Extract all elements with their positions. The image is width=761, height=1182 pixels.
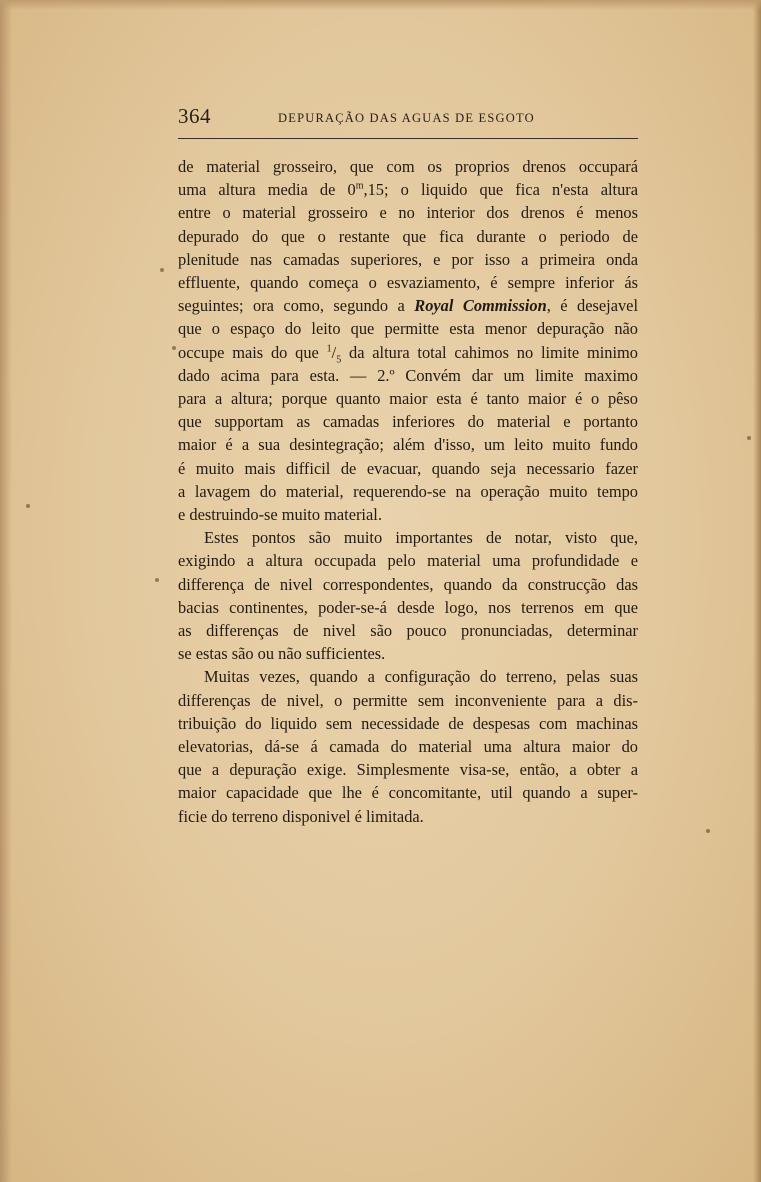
running-title: DEPURAÇÃO DAS AGUAS DE ESGOTO: [278, 111, 535, 125]
text-line: que supportam as camadas inferiores do material e portanto: [178, 412, 638, 432]
text-line: differenças de nivel, o permitte sem inconveniente para a dis-: [178, 690, 638, 710]
text-line: Muitas vezes, quando a configuração do terreno, pelas suas: [204, 667, 638, 687]
page-edge-top: [0, 0, 761, 10]
text-line: as differenças de nivel são pouco pronunciadas, determinar: [178, 621, 638, 641]
text-line: dado acima para esta. — 2.º Convém dar um limite maximo: [178, 365, 638, 385]
text-line: e destruindo-se muito material.: [178, 505, 382, 525]
text-line: maior capacidade que lhe é concomitante, util quando a super-: [178, 783, 638, 803]
text-line: elevatorias, dá-se á camada do material uma altura maior do: [178, 737, 638, 757]
text-line: de material grosseiro, que com os proprios drenos occupará: [178, 157, 638, 176]
text-line: seguintes; ora como, segundo a Royal Commission, é desejavel: [178, 296, 638, 316]
text-line: é muito mais difficil de evacuar, quando seja necessario fazer: [178, 458, 638, 478]
page-edge-left: [0, 0, 12, 1182]
paragraph-3: [178, 665, 638, 827]
header-rule: [178, 138, 638, 139]
paper-speck: [747, 436, 751, 440]
paper-speck: [155, 578, 159, 582]
paper-speck: [172, 346, 176, 350]
page-edge-right: [753, 0, 761, 1182]
text-line: exigindo a altura occupada pelo material uma profundidade e: [178, 551, 638, 571]
text-line: entre o material grosseiro e no interior dos drenos é menos: [178, 203, 638, 223]
paragraph-2: [178, 526, 638, 665]
text-line: a lavagem do material, requerendo-se na operação muito tempo: [178, 481, 638, 501]
body-text: [178, 155, 638, 828]
text-line: occupe mais do que $^1/_5$ da altura total cahimos no limite minimo: [178, 342, 638, 365]
paper-speck: [706, 829, 710, 833]
text-line: differença de nivel correspondentes, quando da construcção das: [178, 574, 638, 594]
text-line: que o espaço do leito que permitte esta menor depuração não: [178, 319, 638, 339]
paragraph-1: [178, 155, 638, 526]
text-line: effluente, quando começa o esvaziamento, é sempre inferior ás: [178, 273, 638, 293]
text-line: plenitude nas camadas superiores, e por isso a primeira onda: [178, 249, 638, 269]
text-line: tribuição do liquido sem necessidade de despesas com machinas: [178, 713, 638, 733]
text-line: uma altura media de 0$^m$,15; o liquido que fica n'esta altura: [178, 180, 639, 200]
paper-speck: [160, 268, 164, 272]
text-line: depurado do que o restante que fica durante o periodo de: [178, 226, 638, 246]
text-line: maior é a sua desintegração; além d'isso, um leito muito fundo: [178, 435, 638, 455]
text-line: para a altura; porque quanto maior esta é tanto maior é o pêso: [178, 389, 638, 409]
text-line: se estas são ou não sufficientes.: [178, 644, 386, 664]
page-number: 364: [178, 104, 211, 128]
text-line: que a depuração exige. Simplesmente visa-se, então, a obter a: [178, 760, 638, 780]
text-line: Estes pontos são muito importantes de notar, visto que,: [204, 528, 638, 548]
paper-speck: [26, 504, 30, 508]
page-header: [178, 104, 638, 138]
text-line: bacias continentes, poder-se-á desde logo, nos terrenos em que: [178, 597, 638, 617]
text-line: ficie do terreno disponivel é limitada.: [178, 806, 424, 826]
